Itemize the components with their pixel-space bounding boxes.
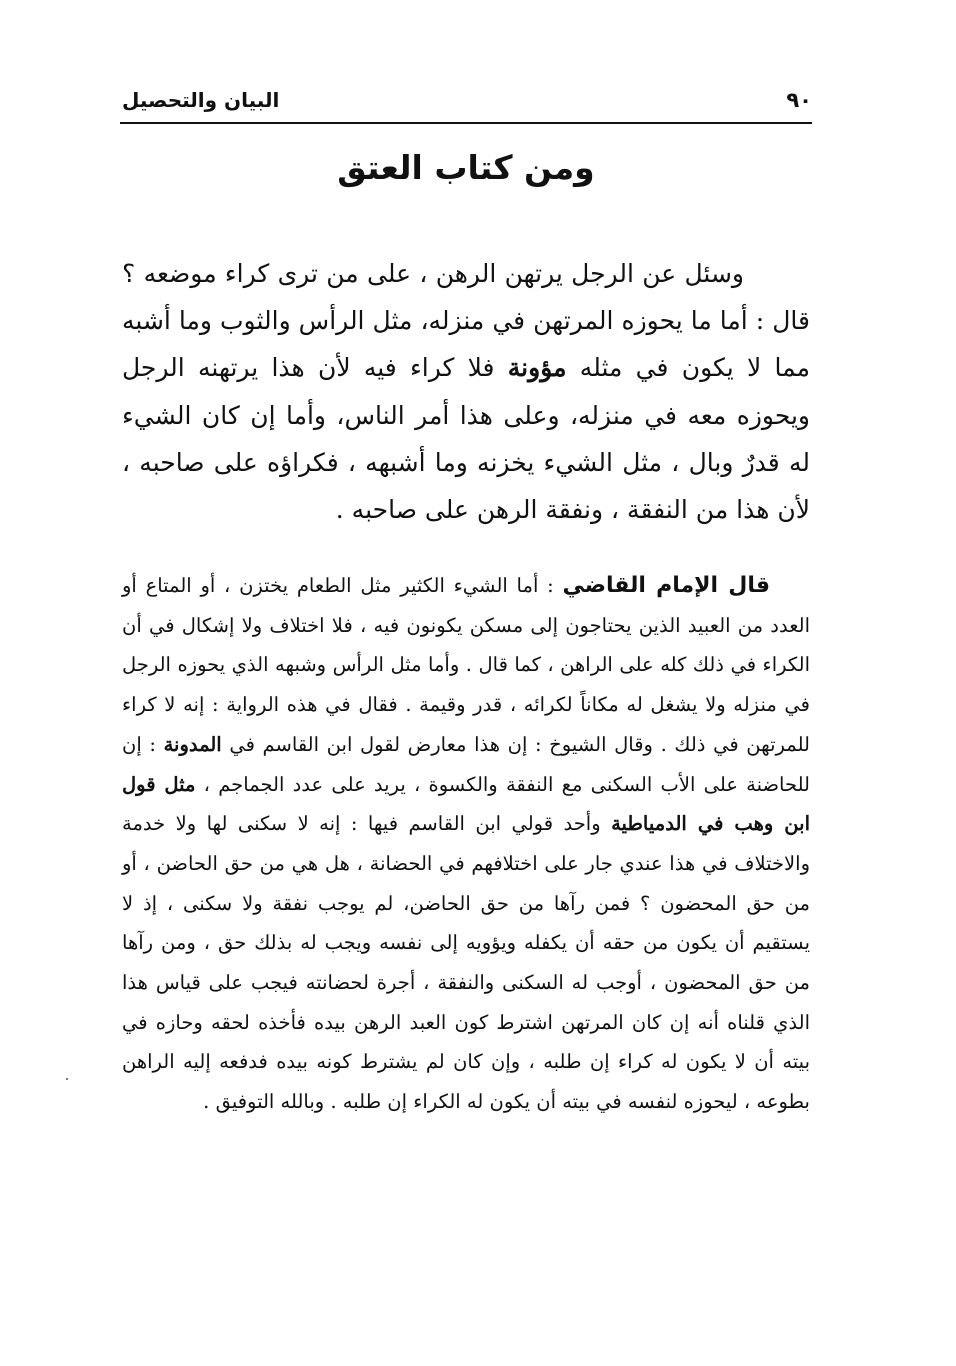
paragraph-2 [122,566,810,1122]
paragraph-2-text-a: : أما الشيء الكثير مثل الطعام يختزن ، أو المتاع أو العدد من العبيد الذين يحتاجون إلى مسكن يكونون فيه ، فلا اختلاف ولا إشكال في أن الكراء في ذلك كله على الراهن ، كما قال . وأما مثل الرأس وشبهه الذي يحوزه الرجل في منزله ولا يشغل له مكاناً لكرائه ، قدر وقيمة . فقال في هذه الرواية : إنه لا كراء للمرتهن في ذلك . وقال الشيوخ : إن هذا معارض لقول ابن القاسم في [122,574,810,756]
paragraph-1-text-a: وسئل عن الرجل يرتهن الرهن ، على من ترى كراء موضعه ؟ قال : أما ما يحوزه المرتهن في منزله، مثل الرأس والثوب وما أشبه مما لا يكون في مثله [122,259,810,383]
paragraph-2-bold-b: مثل قول ابن وهب في الدمياطية [122,772,810,836]
paragraph-2-text-c: وأحد قولي ابن القاسم فيها : إنه لا سكنى لها ولا خدمة والاختلاف في هذا عندي جار على اختلافهم في الحضانة ، هل هي من حق الحاضن ، أو من حق المحضون ؟ فمن رآها من حق الحاضن، لم يوجب نفقة ولا سكنى ، إذ لا يستقيم أن يكون من حقه أن يكفله ويؤويه إلى نفسه ويجب له بذلك حق ، ومن رآها من حق المحضون ، أوجب له السكنى والنفقة ، أجرة لحضانته فيجب على قياس هذا الذي قلناه أنه إن كان المرتهن اشترط كون العبد الرهن بيده فأخذه لحقه وحازه في بيته أن لا يكون له كراء إن طلبه ، وإن كان لم يشترط كونه بيده فدفعه إليه الراهن بطوعه ، ليحوزه لنفسه في بيته أن يكون له الكراء إن طلبه . وبالله التوفيق . [122,812,810,1114]
chapter-title: ومن كتاب العتق [337,148,595,187]
commentary-lead: قال الإمام القاضي [562,573,770,598]
page-number: ٩٠ [786,88,812,112]
header-rule [120,122,812,124]
scan-speck [66,1078,68,1080]
paragraph-1-bold-word: مؤونة [507,353,567,383]
running-title: البيان والتحصيل [122,88,280,112]
paragraph-1-text-b: فلا كراء فيه لأن هذا يرتهنه الرجل ويحوزه معه في منزله، وعلى هذا أمر الناس، وأما إن كان الشيء له قدرٌ وبال ، مثل الشيء يخزنه وما أشبهه ، فكراؤه على صاحبه ، لأن هذا من النفقة ، ونفقة الرهن على صاحبه . [122,353,810,525]
running-header [122,82,812,118]
paragraph-1 [122,250,810,533]
paragraph-2-text-b: : إن للحاضنة على الأب السكنى مع النفقة والكسوة ، يريد على عدد الجماجم ، [122,732,810,796]
paragraph-2-bold-a: المدونة [163,732,222,756]
